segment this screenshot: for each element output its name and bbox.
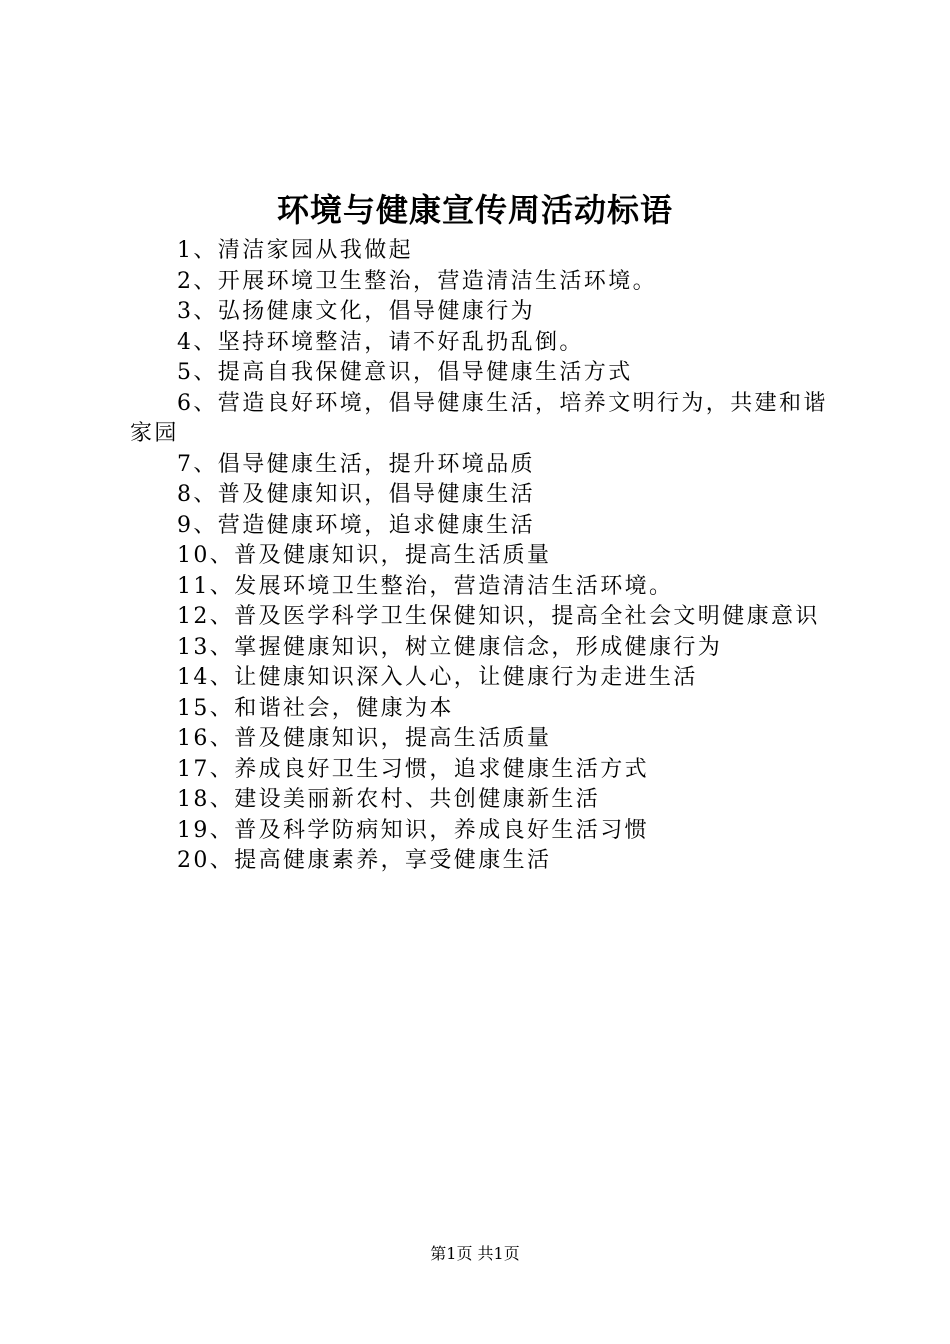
slogan-item: 13、掌握健康知识，树立健康信念，形成健康行为 xyxy=(177,634,723,660)
slogan-item: 16、普及健康知识，提高生活质量 xyxy=(177,726,552,751)
slogan-item: 20、提高健康素养，享受健康生活 xyxy=(177,848,552,873)
slogan-item: 3、弘扬健康文化，倡导健康行为 xyxy=(177,299,535,324)
slogan-item: 9、营造健康环境，追求健康生活 xyxy=(177,512,535,538)
slogan-item: 18、建设美丽新农村、共创健康新生活 xyxy=(177,787,601,812)
page-footer: 第1页 共1页 xyxy=(430,1244,520,1263)
slogan-item: 4、坚持环境整洁，请不好乱扔乱倒。 xyxy=(177,329,584,355)
slogan-item: 2、开展环境卫生整治，营造清洁生活环境。 xyxy=(177,268,657,294)
slogan-item: 7、倡导健康生活，提升环境品质 xyxy=(177,451,535,477)
slogan-item: 8、普及健康知识，倡导健康生活 xyxy=(177,482,535,507)
slogan-item: 6、营造良好环境，倡导健康生活，培养文明行为，共建和谐家园 xyxy=(130,390,828,446)
slogan-item: 10、普及健康知识，提高生活质量 xyxy=(177,543,552,568)
slogan-item: 19、普及科学防病知识，养成良好生活习惯 xyxy=(177,817,649,843)
document-title: 环境与健康宣传周活动标语 xyxy=(276,191,673,229)
slogan-item: 15、和谐社会，健康为本 xyxy=(177,695,454,721)
slogan-list xyxy=(130,236,830,877)
slogan-item: 5、提高自我保健意识，倡导健康生活方式 xyxy=(177,360,633,385)
slogan-item: 11、发展环境卫生整治，营造清洁生活环境。 xyxy=(177,573,674,599)
slogan-item: 12、普及医学科学卫生保健知识，提高全社会文明健康意识 xyxy=(177,604,820,629)
slogan-item: 17、养成良好卫生习惯，追求健康生活方式 xyxy=(177,756,649,782)
slogan-item: 1、清洁家园从我做起 xyxy=(177,238,413,263)
slogan-item: 14、让健康知识深入人心，让健康行为走进生活 xyxy=(177,665,698,690)
